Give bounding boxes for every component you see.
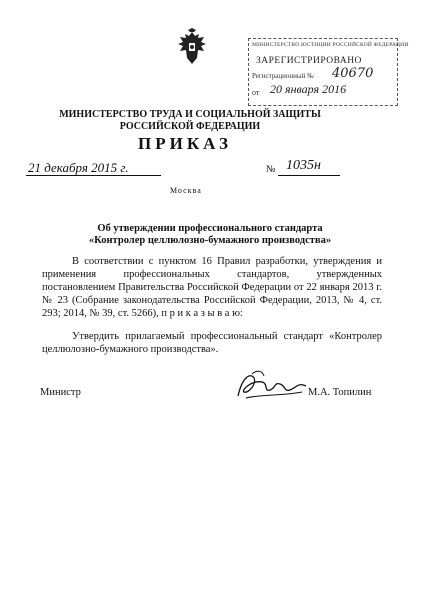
- stamp-date: 20 января 2016: [270, 82, 347, 96]
- ministry-name: [40, 109, 340, 133]
- document-type: ПРИКАЗ: [138, 134, 232, 153]
- stamp-number-label: Регистрационный №: [252, 72, 314, 80]
- order-number-label: №: [266, 164, 276, 175]
- date-underline: [26, 175, 161, 176]
- order-number: 1035н: [286, 158, 321, 173]
- body-paragraph-1: В соответствии с пунктом 16 Правил разработки, утверждения и применения профессиональных стандартов, утвержденных постановлением Правительства Российской Федерации от 22 января 2013 г. № 23 (Собрание законодательства Российской Федерации, 2013, № 4, ст. 293; 2014, № 39, ст. 5266), п р и к а з ы в а ю:: [42, 256, 382, 319]
- stamp-date-label: от: [252, 88, 260, 97]
- stamp-status: ЗАРЕГИСТРИРОВАНО: [256, 56, 362, 66]
- order-date: 21 декабря 2015 г.: [28, 160, 129, 175]
- number-underline: [278, 175, 340, 176]
- body-paragraph-2: Утвердить прилагаемый профессиональный стандарт «Контролер целлюлозно-бумажного производства».: [42, 331, 382, 355]
- order-body: [42, 255, 382, 356]
- subject-line-1: Об утверждении профессионального стандарта: [97, 223, 323, 234]
- signatory-name: М.А. Топилин: [308, 387, 372, 398]
- subject-line-2: «Контролер целлюлозно-бумажного производства»: [88, 235, 332, 246]
- signatory-title: Министр: [40, 387, 81, 398]
- stamp-ministry: МИНИСТЕРСТВО ЮСТИЦИИ РОССИЙСКОЙ ФЕДЕРАЦИИ: [252, 42, 409, 48]
- signature-icon: [232, 368, 310, 404]
- ministry-line-1: МИНИСТЕРСТВО ТРУДА И СОЦИАЛЬНОЙ ЗАЩИТЫ: [59, 109, 321, 120]
- ministry-line-2: РОССИЙСКОЙ ФЕДЕРАЦИИ: [119, 121, 261, 132]
- order-subject: [60, 223, 360, 247]
- russian-coat-of-arms-icon: [175, 28, 209, 68]
- stamp-number: 40670: [332, 66, 374, 81]
- order-city: Москва: [170, 186, 202, 195]
